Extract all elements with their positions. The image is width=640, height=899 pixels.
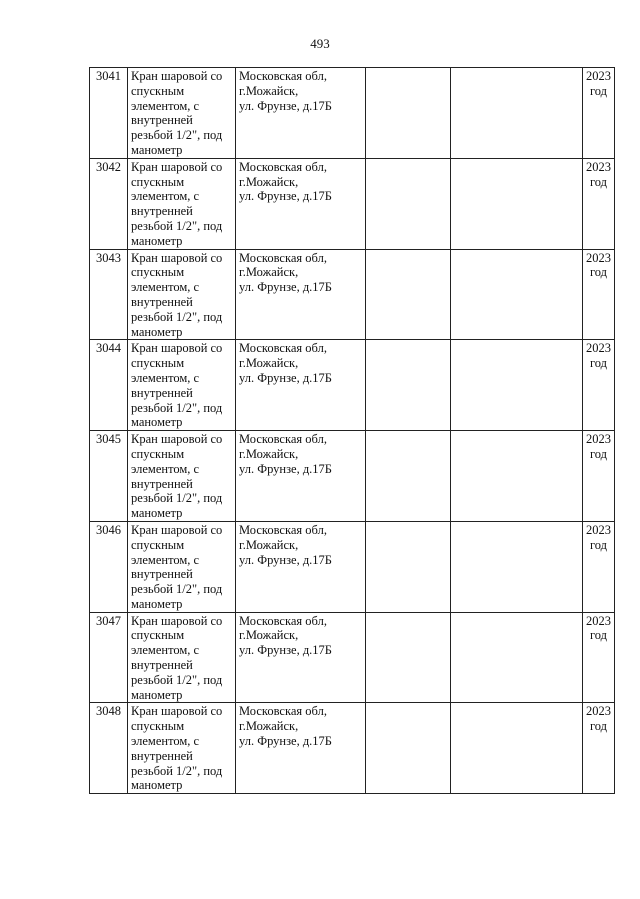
year-line: 2023 — [586, 704, 611, 719]
row-number-cell — [90, 249, 128, 340]
item-name-line: элементом, с — [131, 98, 200, 113]
address-cell — [236, 612, 366, 703]
year-cell — [583, 521, 615, 612]
item-name-line: Кран шаровой со — [131, 613, 223, 628]
address-line: г.Можайск, — [239, 719, 299, 734]
empty-cell — [451, 521, 583, 612]
item-name-line: манометр — [131, 596, 183, 611]
item-name-line: Кран шаровой со — [131, 432, 223, 447]
empty-cell — [366, 521, 451, 612]
row-number-cell — [90, 521, 128, 612]
item-name-line: спускным — [131, 174, 185, 189]
row-number-cell — [90, 431, 128, 522]
item-name-cell — [128, 521, 236, 612]
row-number-cell — [90, 703, 128, 794]
table-row — [90, 340, 615, 431]
address-cell — [236, 703, 366, 794]
empty-cell — [451, 158, 583, 249]
empty-cell — [366, 703, 451, 794]
item-name-cell — [128, 340, 236, 431]
item-name-line: Кран шаровой со — [131, 250, 223, 265]
table-row — [90, 68, 615, 159]
item-name-line: элементом, с — [131, 643, 200, 658]
address-line: ул. Фрунзе, д.17Б — [239, 98, 332, 113]
year-line: 2023 — [586, 341, 611, 356]
year-line: год — [589, 174, 608, 189]
item-name-cell — [128, 68, 236, 159]
item-name-line: манометр — [131, 142, 183, 157]
row-number-cell — [90, 340, 128, 431]
address-line: ул. Фрунзе, д.17Б — [239, 734, 332, 749]
address-line: г.Можайск, — [239, 265, 299, 280]
item-name-line: элементом, с — [131, 280, 200, 295]
year-line: 2023 — [586, 522, 611, 537]
year-line: год — [589, 83, 608, 98]
year-cell — [583, 68, 615, 159]
table-row — [90, 703, 615, 794]
address-cell — [236, 68, 366, 159]
item-name-line: манометр — [131, 324, 183, 339]
address-line: ул. Фрунзе, д.17Б — [239, 461, 332, 476]
address-cell — [236, 249, 366, 340]
item-name-line: спускным — [131, 628, 185, 643]
year-cell — [583, 158, 615, 249]
row-number: 3047 — [96, 613, 121, 628]
row-number: 3048 — [96, 704, 121, 719]
row-number-cell — [90, 158, 128, 249]
item-name-line: манометр — [131, 506, 183, 521]
item-name-line: резьбой 1/2", под — [131, 763, 223, 778]
address-cell — [236, 521, 366, 612]
empty-cell — [366, 158, 451, 249]
item-name-line: резьбой 1/2", под — [131, 218, 223, 233]
item-name-line: резьбой 1/2", под — [131, 672, 223, 687]
year-line: 2023 — [586, 250, 611, 265]
item-name-line: внутренней — [131, 294, 193, 309]
item-name-line: внутренней — [131, 567, 193, 582]
item-name-line: внутренней — [131, 476, 193, 491]
registry-table-body — [90, 68, 615, 794]
empty-cell — [366, 612, 451, 703]
item-name-line: Кран шаровой со — [131, 522, 223, 537]
item-name-line: резьбой 1/2", под — [131, 400, 223, 415]
registry-table — [89, 67, 615, 794]
item-name-line: элементом, с — [131, 461, 200, 476]
empty-cell — [366, 431, 451, 522]
item-name-line: внутренней — [131, 385, 193, 400]
item-name-line: Кран шаровой со — [131, 159, 223, 174]
address-cell — [236, 158, 366, 249]
table-row — [90, 612, 615, 703]
item-name-line: Кран шаровой со — [131, 69, 223, 83]
year-line: 2023 — [586, 613, 611, 628]
item-name-line: резьбой 1/2", под — [131, 128, 223, 143]
address-line: Московская обл, — [239, 522, 327, 537]
row-number: 3042 — [96, 159, 121, 174]
item-name-line: элементом, с — [131, 734, 200, 749]
address-line: ул. Фрунзе, д.17Б — [239, 552, 332, 567]
address-line: Московская обл, — [239, 69, 327, 83]
empty-cell — [451, 612, 583, 703]
item-name-line: резьбой 1/2", под — [131, 491, 223, 506]
year-line: год — [589, 719, 608, 734]
item-name-line: манометр — [131, 778, 183, 793]
item-name-line: элементом, с — [131, 189, 200, 204]
item-name-cell — [128, 249, 236, 340]
year-line: 2023 — [586, 432, 611, 447]
item-name-line: элементом, с — [131, 552, 200, 567]
item-name-line: Кран шаровой со — [131, 704, 223, 719]
item-name-cell — [128, 612, 236, 703]
item-name-cell — [128, 431, 236, 522]
address-line: г.Можайск, — [239, 537, 299, 552]
address-cell — [236, 340, 366, 431]
empty-cell — [366, 249, 451, 340]
address-line: ул. Фрунзе, д.17Б — [239, 643, 332, 658]
year-line: год — [589, 446, 608, 461]
item-name-line: спускным — [131, 265, 185, 280]
item-name-line: элементом, с — [131, 370, 200, 385]
page-number: 493 — [310, 36, 330, 51]
table-row — [90, 158, 615, 249]
item-name-line: спускным — [131, 719, 185, 734]
table-row — [90, 521, 615, 612]
item-name-line: спускным — [131, 356, 185, 371]
year-line: 2023 — [586, 159, 611, 174]
item-name-line: резьбой 1/2", под — [131, 582, 223, 597]
year-line: год — [589, 628, 608, 643]
address-line: Московская обл, — [239, 432, 327, 447]
year-cell — [583, 703, 615, 794]
row-number: 3045 — [96, 432, 121, 447]
address-line: ул. Фрунзе, д.17Б — [239, 280, 332, 295]
address-line: г.Можайск, — [239, 174, 299, 189]
item-name-line: резьбой 1/2", под — [131, 309, 223, 324]
empty-cell — [451, 431, 583, 522]
empty-cell — [451, 249, 583, 340]
row-number: 3044 — [96, 341, 121, 356]
item-name-line: внутренней — [131, 658, 193, 673]
item-name-line: спускным — [131, 537, 185, 552]
address-cell — [236, 431, 366, 522]
empty-cell — [451, 68, 583, 159]
row-number: 3046 — [96, 522, 121, 537]
year-line: год — [589, 356, 608, 371]
table-row — [90, 249, 615, 340]
item-name-line: Кран шаровой со — [131, 341, 223, 356]
address-line: Московская обл, — [239, 704, 327, 719]
year-line: год — [589, 537, 608, 552]
address-line: г.Можайск, — [239, 356, 299, 371]
item-name-cell — [128, 703, 236, 794]
year-line: 2023 — [586, 69, 611, 83]
empty-cell — [451, 340, 583, 431]
empty-cell — [366, 68, 451, 159]
table-row — [90, 431, 615, 522]
address-line: ул. Фрунзе, д.17Б — [239, 189, 332, 204]
item-name-line: спускным — [131, 446, 185, 461]
row-number: 3043 — [96, 250, 121, 265]
item-name-line: внутренней — [131, 113, 193, 128]
year-cell — [583, 431, 615, 522]
item-name-line: спускным — [131, 83, 185, 98]
year-cell — [583, 612, 615, 703]
year-cell — [583, 249, 615, 340]
address-line: Московская обл, — [239, 341, 327, 356]
address-line: Московская обл, — [239, 250, 327, 265]
address-line: ул. Фрунзе, д.17Б — [239, 370, 332, 385]
empty-cell — [451, 703, 583, 794]
row-number-cell — [90, 612, 128, 703]
year-cell — [583, 340, 615, 431]
item-name-cell — [128, 158, 236, 249]
address-line: г.Можайск, — [239, 446, 299, 461]
item-name-line: внутренней — [131, 748, 193, 763]
address-line: Московская обл, — [239, 613, 327, 628]
year-line: год — [589, 265, 608, 280]
empty-cell — [366, 340, 451, 431]
item-name-line: внутренней — [131, 204, 193, 219]
row-number-cell — [90, 68, 128, 159]
item-name-line: манометр — [131, 415, 183, 430]
item-name-line: манометр — [131, 687, 183, 702]
address-line: г.Можайск, — [239, 628, 299, 643]
address-line: г.Можайск, — [239, 83, 299, 98]
row-number: 3041 — [96, 69, 121, 83]
address-line: Московская обл, — [239, 159, 327, 174]
item-name-line: манометр — [131, 233, 183, 248]
